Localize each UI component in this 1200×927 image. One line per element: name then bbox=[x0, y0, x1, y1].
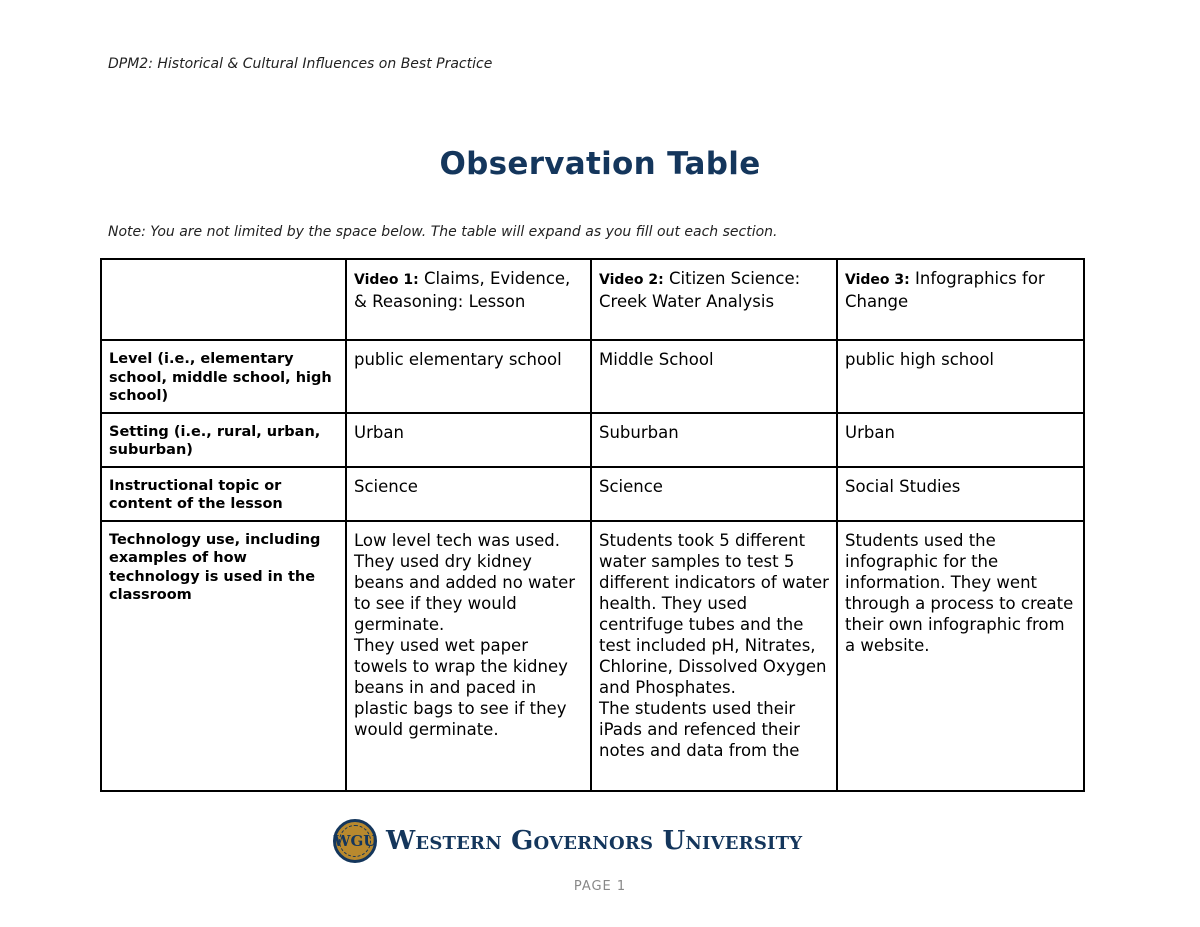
page-title: Observation Table bbox=[439, 146, 761, 182]
wgu-logo bbox=[333, 818, 802, 864]
table-cell: Low level tech was used. They used dry kidney beans and added no water to see if they would germinate. They used wet paper towels to wrap the kidney beans in and paced in plastic bags to see if they would germinate. bbox=[346, 521, 591, 791]
video-title: Infographics for Change bbox=[845, 269, 1045, 311]
document-header: DPM2: Historical & Cultural Influences on Best Practice bbox=[108, 56, 493, 72]
table-cell: public elementary school bbox=[346, 340, 591, 413]
table-cell: Urban bbox=[346, 413, 591, 467]
video-title: Citizen Science: Creek Water Analysis bbox=[599, 269, 801, 311]
observation-table bbox=[100, 258, 1085, 792]
video-label: Video 2: bbox=[599, 272, 664, 288]
column-header-video-3 bbox=[837, 259, 1084, 340]
table-cell: Students took 5 different water samples to test 5 different indicators of water health. They used centrifuge tubes and the test included pH, Nitrates, Chlorine, Dissolved Oxygen and Phosphates. The students used their iPads and refenced their notes and data from the bbox=[591, 521, 837, 791]
column-header-video-1 bbox=[346, 259, 591, 340]
university-name: Western Governors University bbox=[386, 826, 803, 856]
table-cell: Students used the infographic for the information. They went through a process to create their own infographic from a website. bbox=[837, 521, 1084, 791]
table-cell: Social Studies bbox=[837, 467, 1084, 521]
seal-monogram: WGU bbox=[333, 832, 377, 850]
row-header: Instructional topic or content of the lesson bbox=[101, 467, 346, 521]
table-row-topic bbox=[101, 467, 1084, 521]
corner-cell bbox=[101, 259, 346, 340]
video-title: Claims, Evidence, & Reasoning: Lesson bbox=[354, 269, 571, 311]
table-cell: Suburban bbox=[591, 413, 837, 467]
table-header-row bbox=[101, 259, 1084, 340]
table-row-setting bbox=[101, 413, 1084, 467]
table-cell: public high school bbox=[837, 340, 1084, 413]
table-row-level bbox=[101, 340, 1084, 413]
table-cell: Urban bbox=[837, 413, 1084, 467]
column-header-video-2 bbox=[591, 259, 837, 340]
page-number: PAGE 1 bbox=[573, 879, 627, 894]
wgu-seal-icon bbox=[333, 819, 377, 863]
table-cell: Science bbox=[591, 467, 837, 521]
row-header: Technology use, including examples of how technology is used in the classroom bbox=[101, 521, 346, 791]
video-label: Video 3: bbox=[845, 272, 910, 288]
row-header: Level (i.e., elementary school, middle school, high school) bbox=[101, 340, 346, 413]
video-label: Video 1: bbox=[354, 272, 419, 288]
instruction-note: Note: You are not limited by the space below. The table will expand as you fill out each section. bbox=[108, 224, 778, 240]
table-row-technology bbox=[101, 521, 1084, 791]
table-cell: Science bbox=[346, 467, 591, 521]
row-header: Setting (i.e., rural, urban, suburban) bbox=[101, 413, 346, 467]
table-cell: Middle School bbox=[591, 340, 837, 413]
